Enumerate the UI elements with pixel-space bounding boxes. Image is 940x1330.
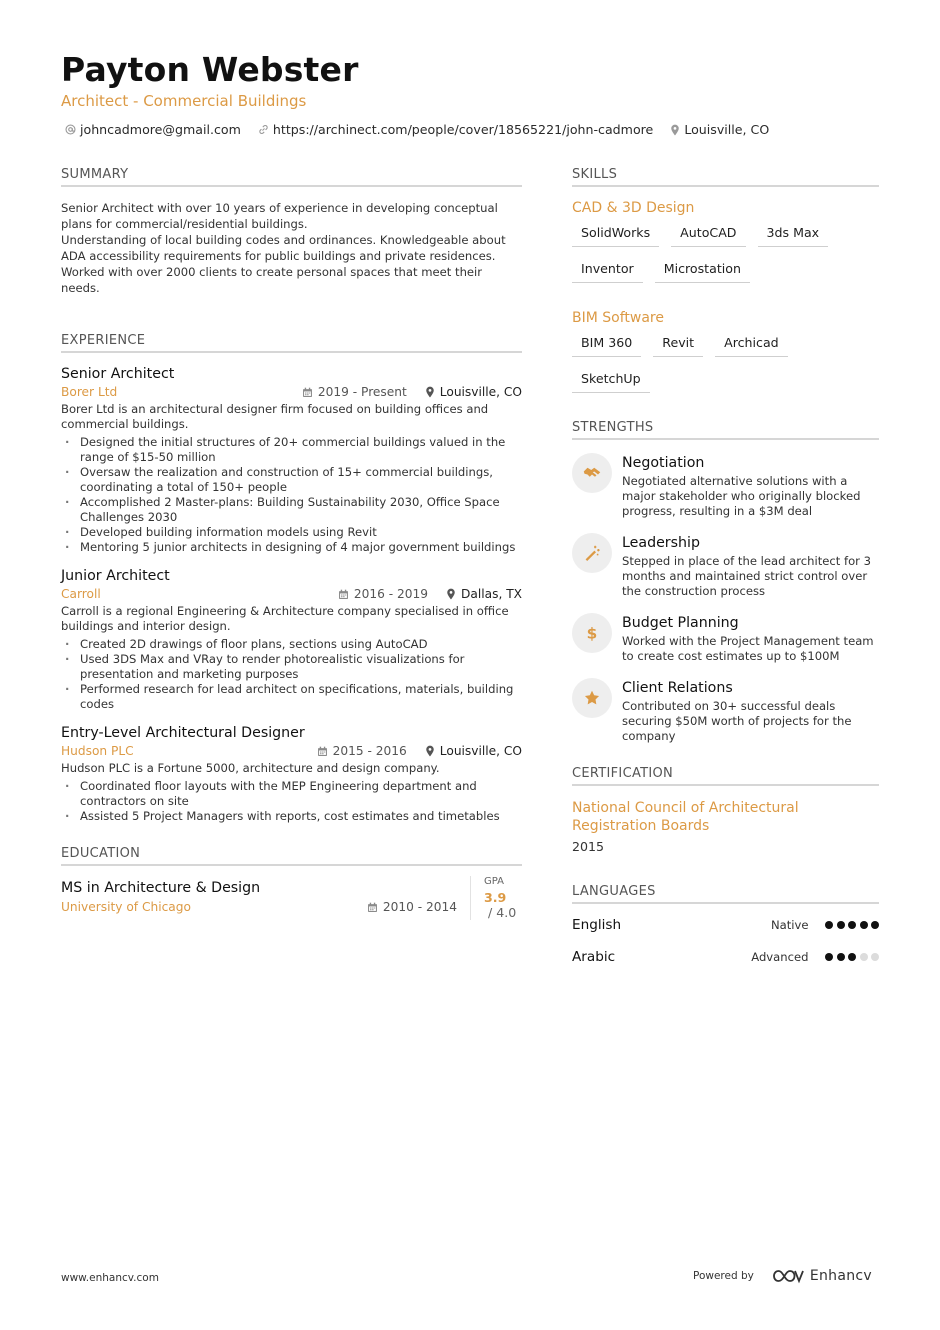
education-heading: EDUCATION xyxy=(61,846,522,866)
strengths-section xyxy=(572,420,879,744)
strength-title: Client Relations xyxy=(622,680,733,696)
job-meta xyxy=(61,744,522,758)
degree-title: MS in Architecture & Design xyxy=(61,880,261,896)
skill-tag: SketchUp xyxy=(572,371,650,393)
certification-year: 2015 xyxy=(572,839,605,854)
job-bullet: · Performed research for lead architect on specifications, materials, building codes xyxy=(61,682,522,712)
location-text: Louisville, CO xyxy=(684,122,770,137)
certification-name: National Council of Architectural Registration Boards xyxy=(572,800,799,834)
language-row xyxy=(572,949,879,965)
education-main xyxy=(61,876,470,920)
strengths-heading: STRENGTHS xyxy=(572,420,879,440)
job-dates: 2015 - 2016 xyxy=(332,744,407,758)
education-section xyxy=(61,846,522,920)
languages-section xyxy=(572,884,879,965)
gpa-separator: / xyxy=(484,905,497,920)
experience-heading: EXPERIENCE xyxy=(61,333,522,353)
strength-icon-wrap xyxy=(572,533,612,573)
rating-dot-filled xyxy=(860,921,868,929)
skill-tags xyxy=(572,225,879,297)
job-bullet: · Used 3DS Max and VRay to render photorealistic visualizations for presentation and marketing purposes xyxy=(61,652,522,682)
dollar-icon xyxy=(586,624,598,642)
education-dates xyxy=(367,900,457,914)
job-description: Carroll is a regional Engineering & Architecture company specialised in office buildings and interior design. xyxy=(61,604,509,633)
skill-tag: Archicad xyxy=(715,335,788,357)
job-location xyxy=(425,744,522,758)
handshake-icon xyxy=(583,466,601,480)
skill-group-title: BIM Software xyxy=(572,310,664,326)
job-bullet: · Mentoring 5 junior architects in designing of 4 major government buildings xyxy=(61,540,522,555)
education-meta xyxy=(61,900,470,914)
job-bullet: · Designed the initial structures of 20+ commercial buildings valued in the range of $15-50 million xyxy=(61,435,522,465)
language-name: English xyxy=(572,917,622,933)
calendar-icon xyxy=(317,746,328,757)
strength-body xyxy=(622,678,879,744)
calendar-icon xyxy=(302,387,313,398)
skill-tag: SolidWorks xyxy=(572,225,659,247)
gpa-value xyxy=(484,890,522,920)
link-icon xyxy=(258,124,269,135)
job-bullet: · Developed building information models using Revit xyxy=(61,525,522,540)
skill-tag: BIM 360 xyxy=(572,335,641,357)
summary-line: Senior Architect with over 10 years of experience in developing conceptual plans for commercial/residential buildings. xyxy=(61,201,498,231)
language-proficiency xyxy=(771,918,879,932)
rating-dot-empty xyxy=(871,953,879,961)
job-dates-location xyxy=(338,587,522,601)
contact-location xyxy=(670,122,769,137)
job-bullets xyxy=(61,637,522,712)
strength-item xyxy=(572,613,879,664)
calendar-icon xyxy=(338,589,349,600)
location-pin-icon xyxy=(670,124,680,136)
enhancv-logo-icon xyxy=(772,1268,804,1284)
strength-title: Budget Planning xyxy=(622,615,739,631)
at-icon xyxy=(65,124,76,135)
job-dates-location xyxy=(317,744,522,758)
education-entry xyxy=(61,876,522,920)
contact-url[interactable] xyxy=(258,122,653,137)
strength-title: Leadership xyxy=(622,535,700,551)
language-rating-dots xyxy=(822,921,880,929)
language-row xyxy=(572,917,879,933)
job-dates: 2016 - 2019 xyxy=(353,587,428,601)
job-location-text: Louisville, CO xyxy=(439,744,522,758)
strength-description: Negotiated alternative solutions with a major stakeholder who originally blocked progress, resulting in a $3M deal xyxy=(622,474,861,518)
job-title: Senior Architect xyxy=(61,366,175,382)
company-name: Carroll xyxy=(61,587,101,601)
summary-line: Understanding of local building codes and ordinances. Knowledgeable about ADA accessibility requirements for public buildings and private residences. xyxy=(61,233,506,263)
skill-tag: Revit xyxy=(653,335,703,357)
job-bullet: · Assisted 5 Project Managers with reports, cost estimates and timetables xyxy=(61,809,522,824)
rating-dot-filled xyxy=(871,921,879,929)
skill-tag: AutoCAD xyxy=(671,225,745,247)
url-text: https://archinect.com/people/cover/18565221/john-cadmore xyxy=(272,122,654,137)
email-text: johncadmore@gmail.com xyxy=(80,122,241,137)
skills-heading: SKILLS xyxy=(572,167,879,187)
school-name: University of Chicago xyxy=(61,900,191,914)
job-bullet: · Accomplished 2 Master-plans: Building Sustainability 2030, Office Space Challenges 2030 xyxy=(61,495,522,525)
company-name: Borer Ltd xyxy=(61,385,118,399)
strength-description: Stepped in place of the lead architect for 3 months and maintained strict control over the construction process xyxy=(622,554,871,598)
strength-description: Worked with the Project Management team to create cost estimates up to $100M xyxy=(622,634,874,663)
job-title: Entry-Level Architectural Designer xyxy=(61,725,305,741)
contact-email[interactable] xyxy=(65,122,241,137)
candidate-name: Payton Webster xyxy=(61,50,359,89)
powered-by-text: Powered by xyxy=(693,1270,754,1282)
job-location-text: Louisville, CO xyxy=(439,385,522,399)
skill-group-title: CAD & 3D Design xyxy=(572,200,695,216)
skill-tag: Inventor xyxy=(572,261,643,283)
job-bullets xyxy=(61,435,522,555)
location-pin-icon xyxy=(425,386,435,398)
job-description: Hudson PLC is a Fortune 5000, architecture and design company. xyxy=(61,761,440,775)
job-bullets xyxy=(61,779,522,824)
gpa-block xyxy=(470,876,522,920)
language-name: Arabic xyxy=(572,949,616,965)
strength-item xyxy=(572,533,879,599)
location-pin-icon xyxy=(425,745,435,757)
left-column xyxy=(61,167,522,920)
strength-body xyxy=(622,533,879,599)
job-meta xyxy=(61,385,522,399)
job-entry xyxy=(61,366,522,555)
strength-icon-wrap xyxy=(572,453,612,493)
certification-section xyxy=(572,766,879,854)
brand-logo[interactable] xyxy=(772,1268,872,1284)
education-dates-text: 2010 - 2014 xyxy=(382,900,457,914)
rating-dot-filled xyxy=(848,953,856,961)
job-bullet: · Oversaw the realization and construction of 15+ commercial buildings, coordinating a total of 150+ people xyxy=(61,465,522,495)
strength-body xyxy=(622,453,879,519)
skills-section xyxy=(572,167,879,407)
summary-section xyxy=(61,167,522,296)
job-dates: 2019 - Present xyxy=(317,385,407,399)
brand-name: Enhancv xyxy=(809,1268,872,1284)
job-entry xyxy=(61,725,522,824)
skill-tag: 3ds Max xyxy=(758,225,829,247)
company-name: Hudson PLC xyxy=(61,744,134,758)
language-level: Native xyxy=(770,918,809,932)
job-description: Borer Ltd is an architectural designer firm focused on building offices and commercial buildings. xyxy=(61,402,489,431)
gpa-label: GPA xyxy=(484,876,504,887)
gpa-max: 4.0 xyxy=(496,905,517,920)
skill-tag: Microstation xyxy=(655,261,750,283)
summary-heading: SUMMARY xyxy=(61,167,522,187)
strength-icon-wrap xyxy=(572,613,612,653)
rating-dot-filled xyxy=(837,921,845,929)
rating-dot-filled xyxy=(825,921,833,929)
footer-branding xyxy=(693,1268,872,1284)
contact-bar xyxy=(65,122,786,137)
gpa-score: 3.9 xyxy=(484,890,507,905)
language-proficiency xyxy=(751,950,879,964)
job-meta xyxy=(61,587,522,601)
rating-dot-filled xyxy=(825,953,833,961)
skill-tags xyxy=(572,335,879,407)
candidate-role: Architect - Commercial Buildings xyxy=(61,92,307,110)
job-bullet: · Created 2D drawings of floor plans, sections using AutoCAD xyxy=(61,637,522,652)
location-pin-icon xyxy=(446,588,456,600)
job-entry xyxy=(61,568,522,712)
rating-dot-filled xyxy=(837,953,845,961)
strength-item xyxy=(572,678,879,744)
strength-body xyxy=(622,613,879,664)
language-level: Advanced xyxy=(751,950,809,964)
job-location xyxy=(425,385,522,399)
job-dates-location xyxy=(302,385,522,399)
star-icon xyxy=(584,690,600,706)
calendar-icon xyxy=(367,902,378,913)
right-column xyxy=(572,167,879,981)
language-rating-dots xyxy=(822,953,880,961)
job-location-text: Dallas, TX xyxy=(461,587,522,601)
job-bullet: · Coordinated floor layouts with the MEP Engineering department and contractors on site xyxy=(61,779,522,809)
magic-wand-icon xyxy=(584,545,600,561)
footer-site-link[interactable]: www.enhancv.com xyxy=(61,1272,159,1284)
summary-line: Worked with over 2000 clients to create personal spaces that meet their needs. xyxy=(61,265,483,295)
strength-item xyxy=(572,453,879,519)
job-title: Junior Architect xyxy=(61,568,170,584)
rating-dot-filled xyxy=(848,921,856,929)
experience-section xyxy=(61,333,522,824)
strength-title: Negotiation xyxy=(622,455,705,471)
strength-description: Contributed on 30+ successful deals securing $50M worth of projects for the company xyxy=(622,699,852,743)
certification-heading: CERTIFICATION xyxy=(572,766,879,786)
job-location xyxy=(446,587,522,601)
svg-text:$: $ xyxy=(586,624,598,642)
languages-heading: LANGUAGES xyxy=(572,884,879,904)
strength-icon-wrap xyxy=(572,678,612,718)
rating-dot-empty xyxy=(860,953,868,961)
